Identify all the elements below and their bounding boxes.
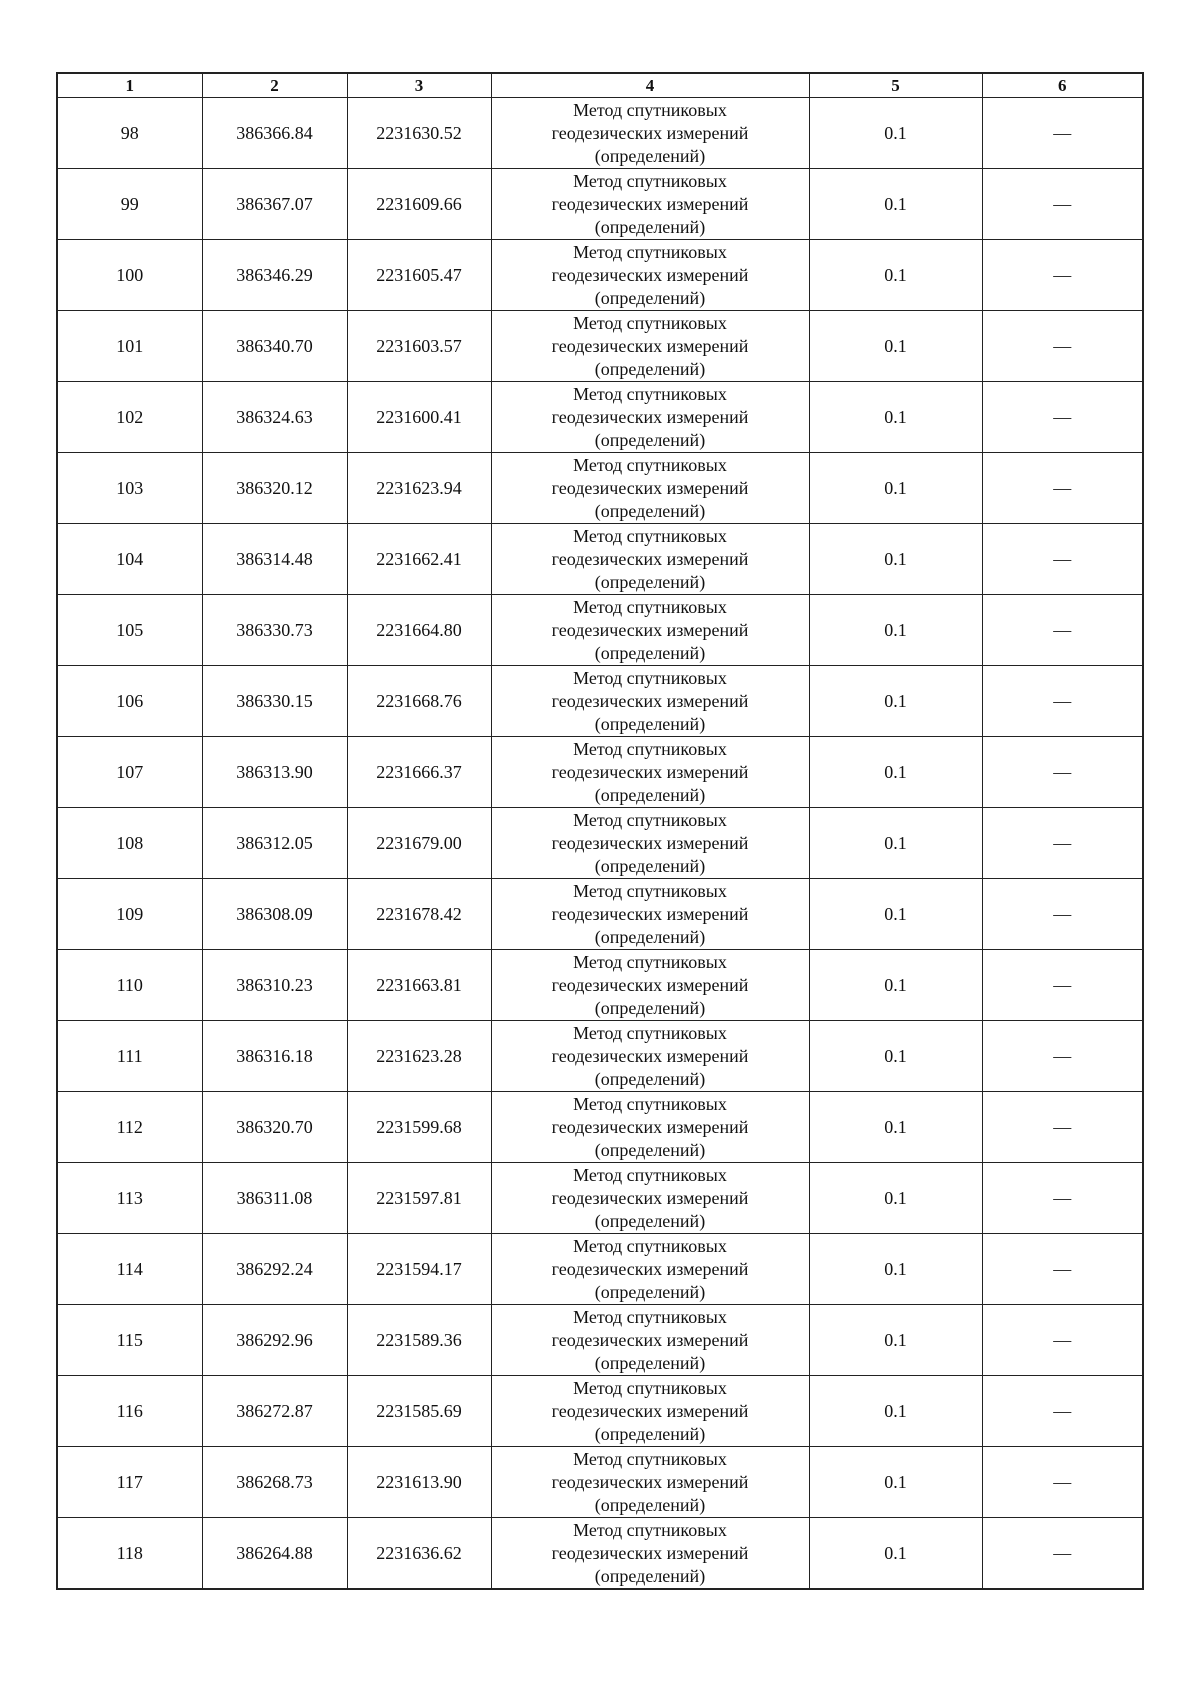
note-cell: —	[982, 1021, 1143, 1092]
x-coordinate-cell: 386292.24	[202, 1234, 347, 1305]
table-row	[57, 1021, 1143, 1092]
method-text: Метод спутниковых геодезических измерений (определений)	[551, 1306, 749, 1373]
method-text: Метод спутниковых геодезических измерений (определений)	[551, 454, 749, 521]
table-row	[57, 524, 1143, 595]
accuracy-cell: 0.1	[809, 311, 982, 382]
note-cell: —	[982, 1447, 1143, 1518]
table-row	[57, 169, 1143, 240]
point-number-cell: 118	[57, 1518, 202, 1590]
x-coordinate-cell: 386340.70	[202, 311, 347, 382]
table-row	[57, 1305, 1143, 1376]
accuracy-cell: 0.1	[809, 240, 982, 311]
accuracy-cell: 0.1	[809, 169, 982, 240]
method-text: Метод спутниковых геодезических измерений (определений)	[551, 880, 749, 947]
note-cell: —	[982, 1376, 1143, 1447]
method-cell	[491, 98, 809, 169]
point-number-cell: 109	[57, 879, 202, 950]
note-cell: —	[982, 1092, 1143, 1163]
method-text: Метод спутниковых геодезических измерений (определений)	[551, 525, 749, 592]
x-coordinate-cell: 386366.84	[202, 98, 347, 169]
method-cell	[491, 1376, 809, 1447]
note-cell: —	[982, 98, 1143, 169]
note-cell: —	[982, 595, 1143, 666]
coordinates-table	[56, 72, 1144, 1590]
table-row	[57, 240, 1143, 311]
point-number-cell: 102	[57, 382, 202, 453]
y-coordinate-cell: 2231663.81	[347, 950, 491, 1021]
point-number-cell: 100	[57, 240, 202, 311]
method-cell	[491, 1518, 809, 1590]
x-coordinate-cell: 386272.87	[202, 1376, 347, 1447]
method-cell	[491, 950, 809, 1021]
y-coordinate-cell: 2231609.66	[347, 169, 491, 240]
note-cell: —	[982, 1234, 1143, 1305]
table-body	[57, 98, 1143, 1590]
x-coordinate-cell: 386330.73	[202, 595, 347, 666]
y-coordinate-cell: 2231603.57	[347, 311, 491, 382]
note-cell: —	[982, 737, 1143, 808]
point-number-cell: 114	[57, 1234, 202, 1305]
x-coordinate-cell: 386264.88	[202, 1518, 347, 1590]
table-row	[57, 98, 1143, 169]
x-coordinate-cell: 386312.05	[202, 808, 347, 879]
y-coordinate-cell: 2231679.00	[347, 808, 491, 879]
y-coordinate-cell: 2231668.76	[347, 666, 491, 737]
x-coordinate-cell: 386346.29	[202, 240, 347, 311]
table-row	[57, 1518, 1143, 1590]
accuracy-cell: 0.1	[809, 808, 982, 879]
accuracy-cell: 0.1	[809, 382, 982, 453]
note-cell: —	[982, 1163, 1143, 1234]
note-cell: —	[982, 1518, 1143, 1590]
method-text: Метод спутниковых геодезических измерений (определений)	[551, 1164, 749, 1231]
method-cell	[491, 453, 809, 524]
table-row	[57, 879, 1143, 950]
accuracy-cell: 0.1	[809, 950, 982, 1021]
point-number-cell: 101	[57, 311, 202, 382]
note-cell: —	[982, 382, 1143, 453]
method-text: Метод спутниковых геодезических измерений (определений)	[551, 596, 749, 663]
header-row	[57, 73, 1143, 98]
x-coordinate-cell: 386324.63	[202, 382, 347, 453]
accuracy-cell: 0.1	[809, 1518, 982, 1590]
x-coordinate-cell: 386367.07	[202, 169, 347, 240]
x-coordinate-cell: 386292.96	[202, 1305, 347, 1376]
note-cell: —	[982, 311, 1143, 382]
x-coordinate-cell: 386314.48	[202, 524, 347, 595]
note-cell: —	[982, 524, 1143, 595]
point-number-cell: 98	[57, 98, 202, 169]
x-coordinate-cell: 386330.15	[202, 666, 347, 737]
y-coordinate-cell: 2231605.47	[347, 240, 491, 311]
x-coordinate-cell: 386320.70	[202, 1092, 347, 1163]
column-header-3: 3	[347, 73, 491, 98]
method-text: Метод спутниковых геодезических измерений (определений)	[551, 809, 749, 876]
accuracy-cell: 0.1	[809, 1376, 982, 1447]
method-text: Метод спутниковых геодезических измерений (определений)	[551, 1093, 749, 1160]
column-header-6: 6	[982, 73, 1143, 98]
accuracy-cell: 0.1	[809, 98, 982, 169]
table-row	[57, 1234, 1143, 1305]
point-number-cell: 103	[57, 453, 202, 524]
table-row	[57, 311, 1143, 382]
method-cell	[491, 1234, 809, 1305]
note-cell: —	[982, 1305, 1143, 1376]
note-cell: —	[982, 950, 1143, 1021]
method-cell	[491, 1305, 809, 1376]
point-number-cell: 105	[57, 595, 202, 666]
accuracy-cell: 0.1	[809, 1092, 982, 1163]
accuracy-cell: 0.1	[809, 666, 982, 737]
point-number-cell: 116	[57, 1376, 202, 1447]
method-cell	[491, 737, 809, 808]
point-number-cell: 110	[57, 950, 202, 1021]
method-text: Метод спутниковых геодезических измерений (определений)	[551, 667, 749, 734]
method-text: Метод спутниковых геодезических измерений (определений)	[551, 312, 749, 379]
y-coordinate-cell: 2231664.80	[347, 595, 491, 666]
method-text: Метод спутниковых геодезических измерений (определений)	[551, 951, 749, 1018]
method-text: Метод спутниковых геодезических измерений (определений)	[551, 738, 749, 805]
point-number-cell: 113	[57, 1163, 202, 1234]
table-row	[57, 1376, 1143, 1447]
table-row	[57, 595, 1143, 666]
method-cell	[491, 169, 809, 240]
table-header	[57, 73, 1143, 98]
note-cell: —	[982, 240, 1143, 311]
x-coordinate-cell: 386310.23	[202, 950, 347, 1021]
column-header-4: 4	[491, 73, 809, 98]
x-coordinate-cell: 386308.09	[202, 879, 347, 950]
y-coordinate-cell: 2231623.94	[347, 453, 491, 524]
x-coordinate-cell: 386313.90	[202, 737, 347, 808]
accuracy-cell: 0.1	[809, 524, 982, 595]
method-cell	[491, 666, 809, 737]
table-row	[57, 1092, 1143, 1163]
method-cell	[491, 879, 809, 950]
method-cell	[491, 240, 809, 311]
x-coordinate-cell: 386311.08	[202, 1163, 347, 1234]
point-number-cell: 104	[57, 524, 202, 595]
method-text: Метод спутниковых геодезических измерений (определений)	[551, 1235, 749, 1302]
table-row	[57, 453, 1143, 524]
method-text: Метод спутниковых геодезических измерений (определений)	[551, 241, 749, 308]
y-coordinate-cell: 2231599.68	[347, 1092, 491, 1163]
y-coordinate-cell: 2231630.52	[347, 98, 491, 169]
accuracy-cell: 0.1	[809, 1163, 982, 1234]
method-cell	[491, 1092, 809, 1163]
method-text: Метод спутниковых геодезических измерений (определений)	[551, 1448, 749, 1515]
table-row	[57, 1447, 1143, 1518]
y-coordinate-cell: 2231666.37	[347, 737, 491, 808]
note-cell: —	[982, 169, 1143, 240]
accuracy-cell: 0.1	[809, 453, 982, 524]
note-cell: —	[982, 879, 1143, 950]
method-text: Метод спутниковых геодезических измерений (определений)	[551, 1377, 749, 1444]
point-number-cell: 107	[57, 737, 202, 808]
column-header-1: 1	[57, 73, 202, 98]
accuracy-cell: 0.1	[809, 1305, 982, 1376]
table-row	[57, 1163, 1143, 1234]
method-text: Метод спутниковых геодезических измерений (определений)	[551, 1022, 749, 1089]
accuracy-cell: 0.1	[809, 1447, 982, 1518]
note-cell: —	[982, 808, 1143, 879]
y-coordinate-cell: 2231636.62	[347, 1518, 491, 1590]
column-header-5: 5	[809, 73, 982, 98]
point-number-cell: 108	[57, 808, 202, 879]
point-number-cell: 112	[57, 1092, 202, 1163]
y-coordinate-cell: 2231613.90	[347, 1447, 491, 1518]
accuracy-cell: 0.1	[809, 737, 982, 808]
point-number-cell: 111	[57, 1021, 202, 1092]
method-cell	[491, 595, 809, 666]
accuracy-cell: 0.1	[809, 879, 982, 950]
point-number-cell: 117	[57, 1447, 202, 1518]
y-coordinate-cell: 2231678.42	[347, 879, 491, 950]
x-coordinate-cell: 386320.12	[202, 453, 347, 524]
point-number-cell: 115	[57, 1305, 202, 1376]
accuracy-cell: 0.1	[809, 595, 982, 666]
y-coordinate-cell: 2231597.81	[347, 1163, 491, 1234]
method-text: Метод спутниковых геодезических измерений (определений)	[551, 1519, 749, 1586]
x-coordinate-cell: 386316.18	[202, 1021, 347, 1092]
point-number-cell: 99	[57, 169, 202, 240]
table-row	[57, 950, 1143, 1021]
point-number-cell: 106	[57, 666, 202, 737]
method-cell	[491, 1163, 809, 1234]
accuracy-cell: 0.1	[809, 1234, 982, 1305]
y-coordinate-cell: 2231589.36	[347, 1305, 491, 1376]
y-coordinate-cell: 2231594.17	[347, 1234, 491, 1305]
table-row	[57, 382, 1143, 453]
method-cell	[491, 1021, 809, 1092]
y-coordinate-cell: 2231600.41	[347, 382, 491, 453]
method-cell	[491, 524, 809, 595]
method-cell	[491, 382, 809, 453]
note-cell: —	[982, 666, 1143, 737]
accuracy-cell: 0.1	[809, 1021, 982, 1092]
table-row	[57, 666, 1143, 737]
column-header-2: 2	[202, 73, 347, 98]
method-text: Метод спутниковых геодезических измерений (определений)	[551, 170, 749, 237]
y-coordinate-cell: 2231623.28	[347, 1021, 491, 1092]
method-cell	[491, 1447, 809, 1518]
note-cell: —	[982, 453, 1143, 524]
method-text: Метод спутниковых геодезических измерений (определений)	[551, 99, 749, 166]
method-cell	[491, 808, 809, 879]
method-cell	[491, 311, 809, 382]
x-coordinate-cell: 386268.73	[202, 1447, 347, 1518]
y-coordinate-cell: 2231585.69	[347, 1376, 491, 1447]
y-coordinate-cell: 2231662.41	[347, 524, 491, 595]
method-text: Метод спутниковых геодезических измерений (определений)	[551, 383, 749, 450]
table-row	[57, 737, 1143, 808]
table-row	[57, 808, 1143, 879]
